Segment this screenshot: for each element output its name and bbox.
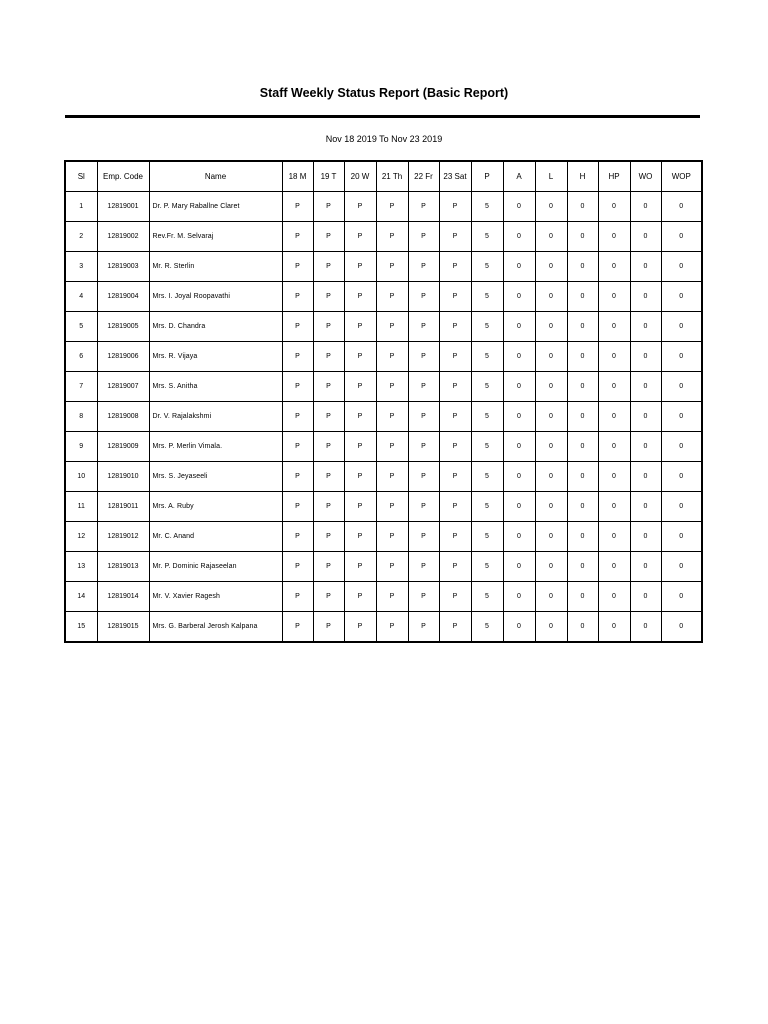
cell-l: 0	[535, 312, 567, 342]
cell-h: 0	[567, 312, 598, 342]
cell-sl: 1	[65, 192, 97, 222]
cell-wo: 0	[630, 192, 661, 222]
cell-18-m: P	[282, 612, 313, 643]
table-row	[65, 372, 702, 402]
cell-h: 0	[567, 372, 598, 402]
cell-22-fr: P	[408, 372, 439, 402]
cell-sl: 6	[65, 342, 97, 372]
cell-a: 0	[503, 372, 535, 402]
header-emp-code: Emp. Code	[97, 161, 149, 192]
cell-21-th: P	[376, 432, 408, 462]
cell-22-fr: P	[408, 432, 439, 462]
cell-hp: 0	[598, 432, 630, 462]
header-hp: HP	[598, 161, 630, 192]
cell-19-t: P	[313, 372, 344, 402]
cell-sl: 9	[65, 432, 97, 462]
cell-22-fr: P	[408, 522, 439, 552]
cell-name: Mr. P. Dominic Rajaseelan	[149, 552, 282, 582]
cell-wo: 0	[630, 552, 661, 582]
cell-sl: 3	[65, 252, 97, 282]
cell-23-sat: P	[439, 402, 471, 432]
cell-p: 5	[471, 492, 503, 522]
cell-name: Mrs. G. Barberal Jerosh Kalpana	[149, 612, 282, 643]
cell-20-w: P	[344, 282, 376, 312]
cell-wop: 0	[661, 342, 702, 372]
cell-p: 5	[471, 582, 503, 612]
cell-21-th: P	[376, 282, 408, 312]
table-row	[65, 252, 702, 282]
cell-21-th: P	[376, 402, 408, 432]
cell-19-t: P	[313, 462, 344, 492]
cell-20-w: P	[344, 582, 376, 612]
cell-emp-code: 12819011	[97, 492, 149, 522]
cell-sl: 7	[65, 372, 97, 402]
cell-wo: 0	[630, 372, 661, 402]
cell-sl: 5	[65, 312, 97, 342]
date-range: Nov 18 2019 To Nov 23 2019	[325, 134, 443, 144]
cell-21-th: P	[376, 462, 408, 492]
cell-wo: 0	[630, 222, 661, 252]
cell-p: 5	[471, 222, 503, 252]
cell-p: 5	[471, 192, 503, 222]
cell-19-t: P	[313, 492, 344, 522]
header-p: P	[471, 161, 503, 192]
cell-hp: 0	[598, 282, 630, 312]
cell-l: 0	[535, 192, 567, 222]
cell-name: Mrs. S. Anitha	[149, 372, 282, 402]
table-row	[65, 612, 702, 643]
cell-emp-code: 12819010	[97, 462, 149, 492]
title-divider	[65, 115, 700, 118]
cell-emp-code: 12819012	[97, 522, 149, 552]
cell-a: 0	[503, 222, 535, 252]
cell-21-th: P	[376, 582, 408, 612]
cell-sl: 12	[65, 522, 97, 552]
cell-emp-code: 12819006	[97, 342, 149, 372]
cell-19-t: P	[313, 432, 344, 462]
cell-22-fr: P	[408, 252, 439, 282]
header-22-fr: 22 Fr	[408, 161, 439, 192]
cell-21-th: P	[376, 612, 408, 643]
cell-wop: 0	[661, 372, 702, 402]
cell-21-th: P	[376, 192, 408, 222]
cell-20-w: P	[344, 552, 376, 582]
cell-hp: 0	[598, 522, 630, 552]
cell-name: Mrs. R. Vijaya	[149, 342, 282, 372]
cell-wo: 0	[630, 402, 661, 432]
cell-l: 0	[535, 222, 567, 252]
cell-wop: 0	[661, 582, 702, 612]
cell-l: 0	[535, 552, 567, 582]
cell-19-t: P	[313, 312, 344, 342]
cell-emp-code: 12819003	[97, 252, 149, 282]
cell-wo: 0	[630, 432, 661, 462]
cell-a: 0	[503, 402, 535, 432]
cell-a: 0	[503, 582, 535, 612]
cell-emp-code: 12819004	[97, 282, 149, 312]
cell-sl: 15	[65, 612, 97, 643]
header-sl: Sl	[65, 161, 97, 192]
cell-23-sat: P	[439, 192, 471, 222]
cell-21-th: P	[376, 492, 408, 522]
cell-p: 5	[471, 372, 503, 402]
cell-22-fr: P	[408, 222, 439, 252]
cell-hp: 0	[598, 372, 630, 402]
cell-emp-code: 12819009	[97, 432, 149, 462]
cell-name: Mrs. I. Joyal Roopavathi	[149, 282, 282, 312]
cell-wo: 0	[630, 612, 661, 643]
cell-h: 0	[567, 612, 598, 643]
cell-19-t: P	[313, 402, 344, 432]
cell-21-th: P	[376, 372, 408, 402]
cell-22-fr: P	[408, 312, 439, 342]
cell-h: 0	[567, 282, 598, 312]
cell-h: 0	[567, 432, 598, 462]
table-row	[65, 552, 702, 582]
cell-18-m: P	[282, 522, 313, 552]
cell-21-th: P	[376, 342, 408, 372]
cell-l: 0	[535, 402, 567, 432]
cell-name: Dr. V. Rajalakshmi	[149, 402, 282, 432]
cell-l: 0	[535, 462, 567, 492]
cell-h: 0	[567, 462, 598, 492]
cell-21-th: P	[376, 252, 408, 282]
cell-23-sat: P	[439, 372, 471, 402]
table-row	[65, 522, 702, 552]
cell-a: 0	[503, 432, 535, 462]
table-body	[65, 192, 702, 643]
cell-name: Mrs. S. Jeyaseeli	[149, 462, 282, 492]
cell-18-m: P	[282, 462, 313, 492]
cell-22-fr: P	[408, 282, 439, 312]
cell-20-w: P	[344, 192, 376, 222]
cell-18-m: P	[282, 342, 313, 372]
cell-18-m: P	[282, 582, 313, 612]
cell-20-w: P	[344, 402, 376, 432]
cell-hp: 0	[598, 222, 630, 252]
table-row	[65, 222, 702, 252]
cell-l: 0	[535, 612, 567, 643]
cell-a: 0	[503, 552, 535, 582]
cell-hp: 0	[598, 402, 630, 432]
cell-19-t: P	[313, 582, 344, 612]
table-header-row	[65, 161, 702, 192]
table-row	[65, 432, 702, 462]
table-row	[65, 192, 702, 222]
cell-19-t: P	[313, 342, 344, 372]
table-row	[65, 282, 702, 312]
header-wo: WO	[630, 161, 661, 192]
header-name: Name	[149, 161, 282, 192]
cell-a: 0	[503, 282, 535, 312]
cell-wop: 0	[661, 462, 702, 492]
cell-name: Rev.Fr. M. Selvaraj	[149, 222, 282, 252]
cell-18-m: P	[282, 492, 313, 522]
cell-19-t: P	[313, 612, 344, 643]
cell-hp: 0	[598, 582, 630, 612]
cell-hp: 0	[598, 252, 630, 282]
cell-wo: 0	[630, 342, 661, 372]
cell-wo: 0	[630, 522, 661, 552]
cell-18-m: P	[282, 252, 313, 282]
cell-a: 0	[503, 252, 535, 282]
cell-h: 0	[567, 222, 598, 252]
cell-emp-code: 12819005	[97, 312, 149, 342]
cell-wo: 0	[630, 282, 661, 312]
cell-20-w: P	[344, 612, 376, 643]
cell-hp: 0	[598, 612, 630, 643]
cell-wop: 0	[661, 282, 702, 312]
cell-23-sat: P	[439, 522, 471, 552]
cell-sl: 13	[65, 552, 97, 582]
cell-p: 5	[471, 402, 503, 432]
cell-p: 5	[471, 432, 503, 462]
cell-20-w: P	[344, 222, 376, 252]
cell-22-fr: P	[408, 582, 439, 612]
cell-22-fr: P	[408, 492, 439, 522]
cell-emp-code: 12819007	[97, 372, 149, 402]
table-row	[65, 582, 702, 612]
cell-19-t: P	[313, 522, 344, 552]
cell-emp-code: 12819001	[97, 192, 149, 222]
cell-hp: 0	[598, 192, 630, 222]
table-row	[65, 342, 702, 372]
cell-h: 0	[567, 252, 598, 282]
cell-l: 0	[535, 342, 567, 372]
attendance-table	[64, 160, 703, 643]
cell-p: 5	[471, 282, 503, 312]
cell-20-w: P	[344, 312, 376, 342]
cell-l: 0	[535, 492, 567, 522]
cell-20-w: P	[344, 342, 376, 372]
header-21-th: 21 Th	[376, 161, 408, 192]
cell-p: 5	[471, 342, 503, 372]
cell-23-sat: P	[439, 432, 471, 462]
cell-hp: 0	[598, 342, 630, 372]
cell-18-m: P	[282, 222, 313, 252]
header-19-t: 19 T	[313, 161, 344, 192]
cell-23-sat: P	[439, 552, 471, 582]
cell-h: 0	[567, 342, 598, 372]
cell-wo: 0	[630, 252, 661, 282]
cell-23-sat: P	[439, 222, 471, 252]
cell-hp: 0	[598, 552, 630, 582]
cell-wo: 0	[630, 462, 661, 492]
cell-p: 5	[471, 312, 503, 342]
cell-20-w: P	[344, 522, 376, 552]
cell-sl: 4	[65, 282, 97, 312]
report-title: Staff Weekly Status Report (Basic Report)	[259, 86, 509, 100]
cell-l: 0	[535, 372, 567, 402]
cell-h: 0	[567, 402, 598, 432]
cell-a: 0	[503, 312, 535, 342]
cell-20-w: P	[344, 462, 376, 492]
cell-19-t: P	[313, 552, 344, 582]
header-23-sat: 23 Sat	[439, 161, 471, 192]
cell-18-m: P	[282, 372, 313, 402]
cell-wop: 0	[661, 522, 702, 552]
cell-21-th: P	[376, 552, 408, 582]
cell-name: Mrs. D. Chandra	[149, 312, 282, 342]
cell-a: 0	[503, 192, 535, 222]
cell-wop: 0	[661, 222, 702, 252]
cell-18-m: P	[282, 282, 313, 312]
cell-23-sat: P	[439, 312, 471, 342]
cell-wop: 0	[661, 492, 702, 522]
cell-l: 0	[535, 282, 567, 312]
cell-19-t: P	[313, 252, 344, 282]
cell-h: 0	[567, 492, 598, 522]
cell-18-m: P	[282, 552, 313, 582]
cell-a: 0	[503, 342, 535, 372]
header-l: L	[535, 161, 567, 192]
cell-wop: 0	[661, 312, 702, 342]
cell-p: 5	[471, 552, 503, 582]
cell-23-sat: P	[439, 252, 471, 282]
cell-wo: 0	[630, 312, 661, 342]
cell-emp-code: 12819014	[97, 582, 149, 612]
cell-23-sat: P	[439, 582, 471, 612]
cell-sl: 14	[65, 582, 97, 612]
cell-p: 5	[471, 252, 503, 282]
cell-emp-code: 12819008	[97, 402, 149, 432]
cell-19-t: P	[313, 282, 344, 312]
cell-l: 0	[535, 252, 567, 282]
header-wop: WOP	[661, 161, 702, 192]
cell-emp-code: 12819015	[97, 612, 149, 643]
cell-h: 0	[567, 522, 598, 552]
cell-20-w: P	[344, 372, 376, 402]
cell-h: 0	[567, 582, 598, 612]
cell-a: 0	[503, 492, 535, 522]
cell-21-th: P	[376, 522, 408, 552]
cell-a: 0	[503, 612, 535, 643]
table-row	[65, 312, 702, 342]
table-row	[65, 402, 702, 432]
cell-emp-code: 12819002	[97, 222, 149, 252]
cell-name: Mrs. P. Merlin Vimala.	[149, 432, 282, 462]
cell-p: 5	[471, 612, 503, 643]
cell-wop: 0	[661, 252, 702, 282]
header-h: H	[567, 161, 598, 192]
cell-22-fr: P	[408, 462, 439, 492]
cell-l: 0	[535, 432, 567, 462]
cell-sl: 10	[65, 462, 97, 492]
cell-hp: 0	[598, 462, 630, 492]
cell-18-m: P	[282, 312, 313, 342]
cell-23-sat: P	[439, 282, 471, 312]
cell-20-w: P	[344, 492, 376, 522]
cell-l: 0	[535, 582, 567, 612]
cell-wop: 0	[661, 552, 702, 582]
cell-hp: 0	[598, 312, 630, 342]
cell-name: Mr. C. Anand	[149, 522, 282, 552]
header-18-m: 18 M	[282, 161, 313, 192]
cell-22-fr: P	[408, 552, 439, 582]
cell-22-fr: P	[408, 402, 439, 432]
cell-21-th: P	[376, 222, 408, 252]
cell-22-fr: P	[408, 192, 439, 222]
cell-sl: 8	[65, 402, 97, 432]
cell-wop: 0	[661, 612, 702, 643]
table-row	[65, 462, 702, 492]
cell-wop: 0	[661, 432, 702, 462]
table-row	[65, 492, 702, 522]
cell-23-sat: P	[439, 342, 471, 372]
cell-h: 0	[567, 192, 598, 222]
cell-name: Dr. P. Mary Raballne Claret	[149, 192, 282, 222]
cell-22-fr: P	[408, 612, 439, 643]
header-a: A	[503, 161, 535, 192]
cell-emp-code: 12819013	[97, 552, 149, 582]
cell-a: 0	[503, 462, 535, 492]
cell-name: Mrs. A. Ruby	[149, 492, 282, 522]
cell-hp: 0	[598, 492, 630, 522]
cell-18-m: P	[282, 192, 313, 222]
cell-18-m: P	[282, 402, 313, 432]
cell-sl: 2	[65, 222, 97, 252]
cell-wop: 0	[661, 402, 702, 432]
cell-22-fr: P	[408, 342, 439, 372]
cell-wo: 0	[630, 582, 661, 612]
cell-sl: 11	[65, 492, 97, 522]
cell-name: Mr. V. Xavier Ragesh	[149, 582, 282, 612]
cell-19-t: P	[313, 192, 344, 222]
cell-p: 5	[471, 522, 503, 552]
cell-h: 0	[567, 552, 598, 582]
cell-23-sat: P	[439, 612, 471, 643]
cell-19-t: P	[313, 222, 344, 252]
cell-a: 0	[503, 522, 535, 552]
cell-wo: 0	[630, 492, 661, 522]
header-20-w: 20 W	[344, 161, 376, 192]
cell-18-m: P	[282, 432, 313, 462]
cell-wop: 0	[661, 192, 702, 222]
cell-20-w: P	[344, 252, 376, 282]
cell-21-th: P	[376, 312, 408, 342]
cell-20-w: P	[344, 432, 376, 462]
cell-23-sat: P	[439, 462, 471, 492]
cell-l: 0	[535, 522, 567, 552]
cell-name: Mr. R. Sterlin	[149, 252, 282, 282]
cell-p: 5	[471, 462, 503, 492]
cell-23-sat: P	[439, 492, 471, 522]
